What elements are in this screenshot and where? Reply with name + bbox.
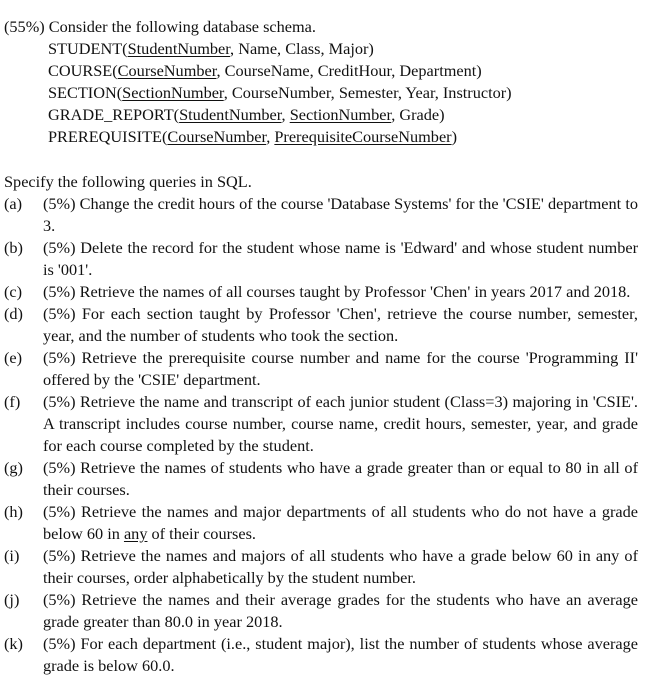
schema-student-prefix: STUDENT( (48, 39, 128, 58)
schema-section-prefix: SECTION( (48, 83, 123, 102)
schema-course-prefix: COURSE( (48, 61, 118, 80)
schema-grade-report-key1: StudentNumber (179, 105, 282, 124)
question-label: (g) (4, 458, 23, 477)
schema-block (48, 38, 512, 148)
question-label: (j) (4, 590, 20, 609)
question-g (4, 457, 638, 501)
question-e (4, 347, 638, 391)
problem-heading: (55%) Consider the following database schema. (4, 17, 316, 36)
question-i (4, 545, 638, 589)
question-h (4, 501, 638, 545)
question-label: (d) (4, 304, 23, 323)
schema-grade-report-rest: , Grade) (391, 105, 445, 124)
schema-grade-report-sep: , (281, 105, 290, 124)
question-text: (5%) Retrieve the names and majors of all students who have a grade below 60 in any of their courses, order alphabetically by the student number. (43, 546, 638, 587)
schema-section-rest: , CourseNumber, Semester, Year, Instructor) (223, 83, 512, 102)
schema-section (48, 82, 512, 104)
question-text: (5%) Retrieve the names and their average grades for the students who have an average grade greater than 80.0 in year 2018. (43, 590, 638, 631)
question-text: (5%) Retrieve the names of students who have a grade greater than or equal to 80 in all of their courses. (43, 458, 638, 499)
question-text: (5%) Retrieve the names of all courses taught by Professor 'Chen' in years 2017 and 2018. (43, 282, 631, 301)
schema-student-rest: , Name, Class, Major) (230, 39, 374, 58)
schema-prerequisite-key1: CourseNumber (167, 127, 267, 146)
question-label: (b) (4, 238, 23, 257)
question-label: (k) (4, 634, 23, 653)
schema-prerequisite (48, 126, 512, 148)
schema-section-key: SectionNumber (122, 83, 224, 102)
schema-grade-report-prefix: GRADE_REPORT( (48, 105, 180, 124)
queries-intro: Specify the following queries in SQL. (4, 172, 252, 191)
question-a (4, 193, 638, 237)
question-text: (5%) For each department (i.e., student major), list the number of students whose average grade is below 60.0. (43, 634, 638, 675)
question-k (4, 633, 638, 677)
schema-prerequisite-key2: PrerequisiteCourseNumber (274, 127, 452, 146)
question-label: (f) (4, 392, 21, 411)
question-j (4, 589, 638, 633)
question-list (4, 193, 638, 677)
question-text-part: of their courses. (147, 524, 256, 543)
question-label: (e) (4, 348, 23, 367)
question-text: (5%) Change the credit hours of the course 'Database Systems' for the 'CSIE' department to 3. (43, 194, 638, 235)
question-d (4, 303, 638, 347)
schema-course-rest: , CourseName, CreditHour, Department) (216, 61, 482, 80)
question-c (4, 281, 638, 303)
schema-student-key: StudentNumber (127, 39, 231, 58)
question-text-part: (5%) Retrieve the names and major departments of all students who do not have a grade below 60 in (43, 502, 638, 543)
schema-grade-report-key2: SectionNumber (289, 105, 392, 124)
question-b (4, 237, 638, 281)
schema-course-key: CourseNumber (117, 61, 217, 80)
question-label: (h) (4, 502, 23, 521)
question-text-emphasis: any (123, 524, 148, 543)
question-text (43, 501, 638, 545)
schema-course (48, 60, 512, 82)
question-text: (5%) For each section taught by Professor 'Chen', retrieve the course number, semester, year, and the number of students who took the section. (43, 304, 638, 345)
question-text: (5%) Retrieve the prerequisite course number and name for the course 'Programming II' offered by the 'CSIE' department. (43, 348, 638, 389)
question-f (4, 391, 638, 457)
schema-prerequisite-rest: ) (451, 127, 458, 146)
question-label: (c) (4, 282, 23, 301)
schema-prerequisite-sep: , (266, 127, 275, 146)
question-label: (i) (4, 546, 20, 565)
schema-prerequisite-prefix: PREREQUISITE( (48, 127, 168, 146)
question-text: (5%) Retrieve the name and transcript of each junior student (Class=3) majoring in 'CSIE'. A transcript includes course number, course name, credit hours, semester, year, and grade for each course completed by the student. (43, 392, 638, 455)
schema-grade-report (48, 104, 512, 126)
schema-student (48, 38, 512, 60)
question-text: (5%) Delete the record for the student whose name is 'Edward' and whose student number is '001'. (43, 238, 638, 279)
question-label: (a) (4, 194, 23, 213)
